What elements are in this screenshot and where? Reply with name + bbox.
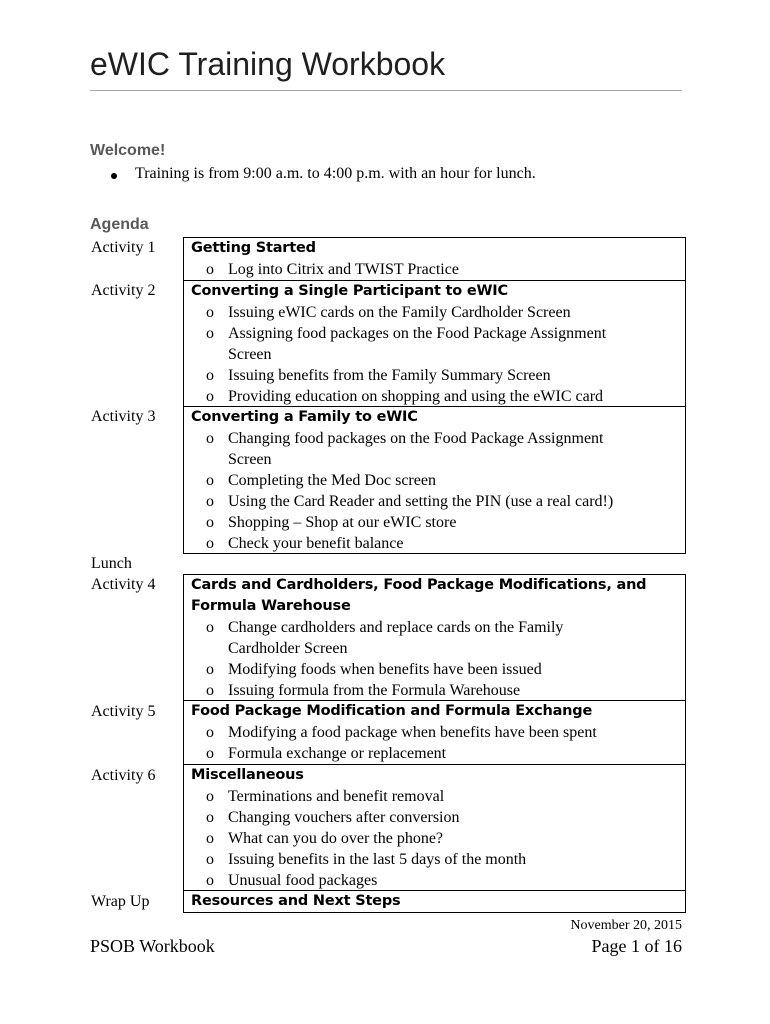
activity-4-cell bbox=[191, 575, 681, 701]
list-item-continuation: Cardholder Screen bbox=[228, 640, 348, 657]
activity-6-cell bbox=[191, 765, 681, 891]
title-divider bbox=[90, 90, 682, 91]
bullet-marker: o bbox=[206, 388, 214, 405]
row-label-activity-6: Activity 6 bbox=[91, 767, 156, 784]
list-item: o Issuing eWIC cards on the Family Cardholder Screen bbox=[206, 304, 571, 321]
table-rule bbox=[183, 574, 184, 912]
footer-workbook-name: PSOB Workbook bbox=[90, 936, 215, 956]
agenda-heading: Agenda bbox=[90, 216, 149, 233]
table-rule bbox=[685, 574, 686, 912]
list-item: o Shopping – Shop at our eWIC store bbox=[206, 514, 457, 531]
activity-title: Converting a Single Participant to eWIC bbox=[191, 283, 508, 299]
bullet-marker: o bbox=[206, 325, 214, 342]
row-label-activity-2: Activity 2 bbox=[91, 282, 156, 299]
list-item: o Issuing benefits from the Family Summary Screen bbox=[206, 367, 551, 384]
list-item: o Formula exchange or replacement bbox=[206, 745, 447, 762]
bullet-marker: o bbox=[206, 851, 214, 868]
activity-title: Miscellaneous bbox=[191, 767, 304, 783]
list-item: o Providing education on shopping and using the eWIC card bbox=[206, 388, 604, 405]
activity-5-cell bbox=[191, 701, 681, 764]
activity-3-cell bbox=[191, 407, 681, 554]
activity-title: Food Package Modification and Formula Exchange bbox=[191, 703, 593, 719]
bullet-marker: o bbox=[206, 367, 214, 384]
list-item: o Issuing benefits in the last 5 days of the month bbox=[206, 851, 527, 868]
list-item-continuation: Screen bbox=[228, 451, 272, 468]
welcome-bullet-text: Training is from 9:00 a.m. to 4:00 p.m. with an hour for lunch. bbox=[135, 165, 536, 182]
bullet-marker: o bbox=[206, 619, 214, 636]
bullet-marker: o bbox=[206, 304, 214, 321]
list-item: o Changing vouchers after conversion bbox=[206, 809, 460, 826]
activity-title-line-2: Formula Warehouse bbox=[191, 598, 351, 614]
bullet-marker: o bbox=[206, 661, 214, 678]
wrap-up-cell bbox=[191, 891, 681, 912]
row-label-activity-4: Activity 4 bbox=[91, 576, 156, 593]
bullet-marker: o bbox=[206, 682, 214, 699]
list-item: o What can you do over the phone? bbox=[206, 830, 444, 847]
bullet-marker: o bbox=[206, 872, 214, 889]
bullet-marker: o bbox=[206, 535, 214, 552]
table-rule bbox=[183, 237, 184, 553]
row-label-activity-1: Activity 1 bbox=[91, 239, 156, 256]
document-title: eWIC Training Workbook bbox=[90, 46, 446, 82]
bullet-marker: o bbox=[206, 472, 214, 489]
row-label-wrap-up: Wrap Up bbox=[91, 893, 150, 910]
bullet-marker: o bbox=[206, 261, 214, 278]
list-item-continuation: Screen bbox=[228, 346, 272, 363]
bullet-marker: o bbox=[206, 809, 214, 826]
list-item: o Using the Card Reader and setting the PIN (use a real card!) bbox=[206, 493, 614, 510]
bullet-marker: o bbox=[206, 493, 214, 510]
activity-title: Cards and Cardholders, Food Package Modifications, and bbox=[191, 577, 647, 593]
list-item: o Log into Citrix and TWIST Practice bbox=[206, 261, 459, 278]
footer-date: November 20, 2015 bbox=[570, 918, 682, 933]
bullet-marker: o bbox=[206, 724, 214, 741]
list-item: o Check your benefit balance bbox=[206, 535, 404, 552]
row-label-activity-3: Activity 3 bbox=[91, 408, 156, 425]
list-item: o Completing the Med Doc screen bbox=[206, 472, 436, 489]
bullet-marker: o bbox=[206, 745, 214, 762]
bullet-marker: o bbox=[206, 514, 214, 531]
activity-title: Converting a Family to eWIC bbox=[191, 409, 418, 425]
table-rule bbox=[183, 912, 686, 913]
row-label-activity-5: Activity 5 bbox=[91, 703, 156, 720]
list-item: o Unusual food packages bbox=[206, 872, 378, 889]
page-number: Page 1 of 16 bbox=[591, 936, 682, 956]
table-rule bbox=[685, 237, 686, 553]
activity-1-cell bbox=[191, 238, 681, 280]
bullet-marker: o bbox=[206, 788, 214, 805]
list-item: o Changing food packages on the Food Package Assignment bbox=[206, 430, 604, 447]
list-item: o Assigning food packages on the Food Package Assignment bbox=[206, 325, 607, 342]
list-item: o Modifying a food package when benefits have been spent bbox=[206, 724, 597, 741]
list-item: o Issuing formula from the Formula Warehouse bbox=[206, 682, 521, 699]
bullet-marker: o bbox=[206, 830, 214, 847]
row-label-lunch: Lunch bbox=[91, 555, 132, 572]
list-item: o Terminations and benefit removal bbox=[206, 788, 445, 805]
list-item: o Modifying foods when benefits have been issued bbox=[206, 661, 542, 678]
activity-title: Resources and Next Steps bbox=[191, 893, 401, 909]
list-item: o Change cardholders and replace cards on the Family bbox=[206, 619, 564, 636]
welcome-heading: Welcome! bbox=[90, 142, 166, 159]
activity-title: Getting Started bbox=[191, 240, 316, 256]
bullet-dot-icon bbox=[111, 173, 117, 179]
activity-2-cell bbox=[191, 281, 681, 407]
bullet-marker: o bbox=[206, 430, 214, 447]
